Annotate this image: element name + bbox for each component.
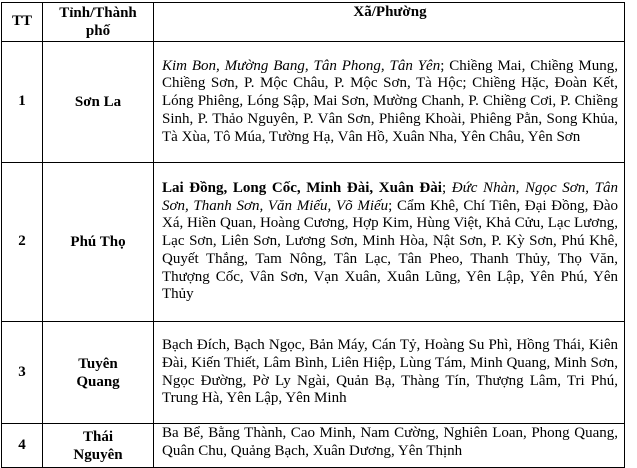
header-province [43,3,154,42]
province-name [43,322,154,424]
ward-segment: Bạch Đích, Bạch Ngọc, Bản Máy, Cán Tỷ, Hoàng Su Phì, Hồng Thái, Kiên Đài, Kiến Thiết, Lâm Bình, Liên Hiệp, Lùng Tám, Minh Quang, Minh Sơn, Ngọc Đường, Pờ Ly Ngài, Quản Bạ, Thàng Tín, Thượng Lâm, Tri Phú, Trung Hà, Yên Lập, Yên Minh [162,336,618,407]
ward-segment: Ba Bể, Bằng Thành, Cao Minh, Nam Cường, Nghiên Loan, Phong Quang, Quân Chu, Quảng Bạch, Xuân Dương, Yên Thịnh [162,425,618,459]
province-name: Phú Thọ [43,163,154,322]
row-number: 1 [2,42,43,163]
row-number: 4 [2,424,43,468]
header-tt: TT [2,3,43,42]
table-row [2,163,625,322]
header-province-line2: phố [85,23,111,39]
table-row [2,42,625,163]
table-row [2,424,625,468]
ward-list [154,424,625,468]
row-number: 3 [2,322,43,424]
ward-segment: ; Cẩm Khê, Chí Tiên, Đại Đồng, Đào Xá, Hiền Quan, Hoàng Cương, Hợp Kim, Hùng Việt, Khả Cửu, Lạc Lương, Lạc Sơn, Liên Sơn, Lương Sơn, Minh Hòa, Nật Sơn, P. Kỳ Sơn, Phú Khê, Quyết Thắng, Tam Nông, Tân Lạc, Tân Pheo, Thanh Thủy, Thọ Văn, Thượng Cốc, Vân Sơn, Vạn Xuân, Xuân Lũng, Yên Lập, Yên Phú, Yên Thủy [162,197,618,303]
ward-segment: ; [441,179,452,196]
ward-list [154,163,625,322]
province-name-line1: Thái [82,428,113,445]
province-name-line2: Nguyên [73,446,123,463]
ward-list [154,42,625,163]
row-number: 2 [2,163,43,322]
province-name-line1: Tuyên [78,355,118,372]
table-row [2,322,625,424]
header-wards: Xã/Phường [154,3,625,42]
ward-segment: Lai Đồng, Long Cốc, Minh Đài, Xuân Đài [162,179,442,196]
ward-segment: Đức Nhàn, Ngọc Sơn, Tân Sơn, Thanh Sơn, Văn Miếu, Võ Miếu [162,179,618,214]
ward-list [154,322,625,424]
table-header-row [2,3,625,42]
ward-segment: Kim Bon, Mường Bang, Tân Phong, Tân Yên [162,57,441,74]
province-name [43,424,154,468]
ward-table [1,2,625,468]
ward-segment: ; Chiềng Mai, Chiềng Mung, Chiềng Sơn, P. Mộc Châu, P. Mộc Sơn, Tà Hộc; Chiềng Hặc, Đoàn Kết, Lóng Phiêng, Lóng Sập, Mai Sơn, Mường Chanh, P. Chiềng Cơi, P. Chiềng Sinh, P. Thảo Nguyên, P. Vân Sơn, Phiêng Khoài, Phiêng Pằn, Song Khủa, Tà Xùa, Tô Múa, Tường Hạ, Vân Hồ, Xuân Nha, Yên Châu, Yên Sơn [162,57,619,145]
province-name: Sơn La [43,42,154,163]
province-name-line2: Quang [76,373,120,390]
header-province-line1: Tỉnh/Thành [59,5,137,21]
